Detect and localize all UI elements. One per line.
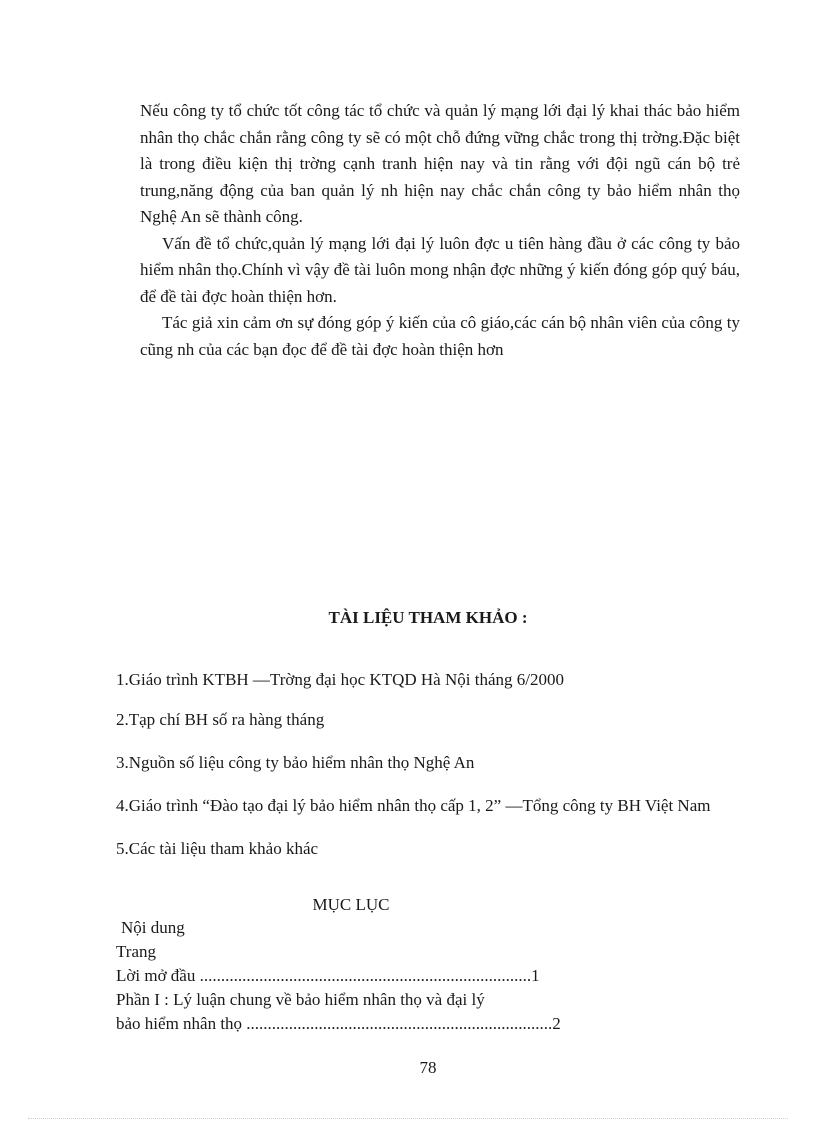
reference-item-4: 4.Giáo trình “Đào tạo đại lý bảo hiểm nhân thọ cấp 1, 2” —Tổng công ty BH Việt Nam — [116, 796, 711, 815]
toc-entry-intro: Lời mở đầu ..............................................................................1 — [116, 966, 540, 985]
reference-item-1: 1.Giáo trình KTBH —Trờng đại học KTQD Hà Nội tháng 6/2000 — [116, 670, 564, 689]
page-number: 78 — [419, 1058, 437, 1077]
reference-item-2: 2.Tạp chí BH số ra hàng tháng — [116, 710, 325, 729]
toc-title: MỤC LỤC — [312, 895, 390, 914]
toc-column-page: Trang — [116, 942, 156, 961]
references-title: TÀI LIỆU THAM KHẢO : — [328, 608, 528, 627]
table-of-contents — [116, 916, 561, 1036]
toc-entry-part1-line1: Phần I : Lý luận chung về bảo hiểm nhân thọ và đại lý — [116, 990, 485, 1009]
intro-paragraph-1: Nếu công ty tổ chức tốt công tác tổ chức và quản lý mạng lới đại lý khai thác bảo hiểm nhân thọ chắc chắn rằng công ty sẽ có một chỗ đứng vững chắc trong thị trờng.Đặc biệt là trong điều kiện thị trờng cạnh tranh hiện nay và tin rằng với đội ngũ cán bộ trẻ trung,năng động của ban quản lý nh hiện nay chắc chắn công ty bảo hiểm nhân thọ Nghệ An sẽ thành công. — [140, 101, 740, 226]
references-list — [116, 668, 716, 861]
reference-item-5: 5.Các tài liệu tham khảo khác — [116, 839, 319, 858]
intro-paragraph-2: Vấn đề tổ chức,quản lý mạng lới đại lý luôn đợc u tiên hàng đầu ở các công ty bảo hiểm nhân thọ.Chính vì vậy đề tài luôn mong nhận đợc những ý kiến đóng góp quý báu, để đề tài đợc hoàn thiện hơn. — [140, 233, 740, 306]
toc-column-content: Nội dung — [121, 918, 185, 937]
intro-paragraph-3: Tác giả xin cảm ơn sự đóng góp ý kiến của cô giáo,các cán bộ nhân viên của công ty cũng nh của các bạn đọc để đề tài đợc hoàn thiện hơn — [140, 313, 740, 359]
bottom-divider — [28, 1118, 788, 1119]
reference-item-3: 3.Nguồn số liệu công ty bảo hiểm nhân thọ Nghệ An — [116, 753, 475, 772]
intro-section — [140, 98, 740, 363]
toc-entry-part1-line2: bảo hiểm nhân thọ ........................................................................2 — [116, 1014, 561, 1033]
